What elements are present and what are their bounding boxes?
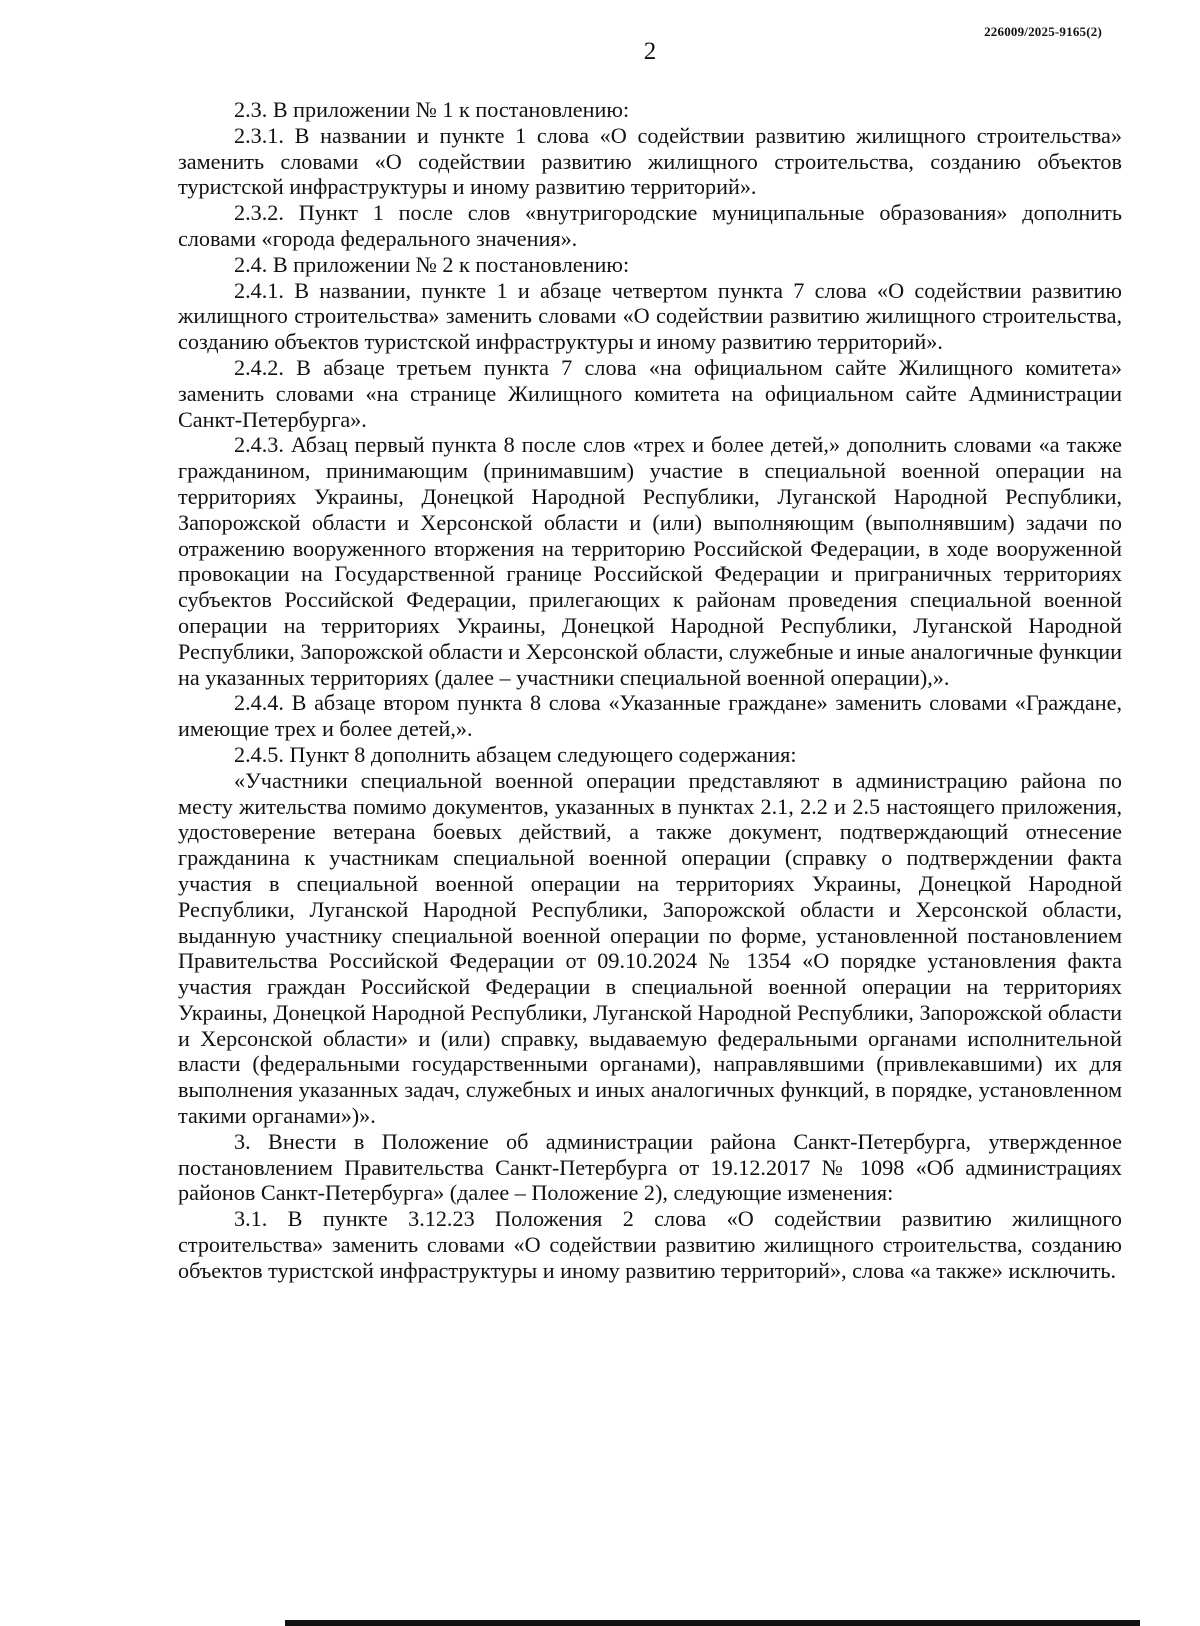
paragraph-2-3-2: 2.3.2. Пункт 1 после слов «внутригородские муниципальные образования» дополнить словами «города федерального значения». xyxy=(178,200,1122,251)
paragraph-quoted-insert: «Участники специальной военной операции представляют в администрацию района по месту жительства помимо документов, указанных в пунктах 2.1, 2.2 и 2.5 настоящего приложения, удостоверение ветерана боевых действий, а также документ, подтверждающий отнесение гражданина к участникам специальной военной операции (справку о подтверждении факта участия в специальной военной операции на территориях Украины, Донецкой Народной Республики, Луганской Народной Республики, Запорожской области и Херсонской области, выданную участнику специальной военной операции по форме, установленной постановлением Правительства Российской Федерации от 09.10.2024 № 1354 «О порядке установления факта участия граждан Российской Федерации в специальной военной операции на территориях Украины, Донецкой Народной Республики, Луганской Народной Республики, Запорожской области и Херсонской области» и (или) справку, выдаваемую федеральными органами исполнительной власти (федеральными государственными органами), направлявшими (привлекавшими) их для выполнения указанных задач, служебных и иных аналогичных функций, в порядке, установленном такими органами»)». xyxy=(178,767,1122,1129)
paragraph-2-4-3: 2.4.3. Абзац первый пункта 8 после слов «трех и более детей,» дополнить словами «а также гражданином, принимающим (принимавшим) участие в специальной военной операции на территориях Украины, Донецкой Народной Республики, Луганской Народной Республики, Запорожской области и Херсонской области и (или) выполняющим (выполнявшим) задачи по отражению вооруженного вторжения на территорию Российской Федерации, в ходе вооруженной провокации на Государственной границе Российской Федерации и приграничных территориях субъектов Российской Федерации, прилегающих к районам проведения специальной военной операции на территориях Украины, Донецкой Народной Республики, Луганской Народной Республики, Запорожской области и Херсонской области, служебные и иные аналогичные функции на указанных территориях (далее – участники специальной военной операции),». xyxy=(178,432,1122,690)
paragraph-2-4: 2.4. В приложении № 2 к постановлению: xyxy=(234,251,630,277)
paragraph-2-4-1: 2.4.1. В названии, пункте 1 и абзаце четвертом пункта 7 слова «О содействии развитию жилищного строительства» заменить словами «О содействии развитию жилищного строительства, созданию объектов туристской инфраструктуры и иному развитию территорий». xyxy=(178,277,1122,355)
paragraph-2-4-4: 2.4.4. В абзаце втором пункта 8 слова «Указанные граждане» заменить словами «Граждане, имеющие трех и более детей,». xyxy=(178,690,1122,742)
paragraph-3-1: 3.1. В пункте 3.12.23 Положения 2 слова «О содействии развитию жилищного строительства» заменить словами «О содействии развитию жилищного строительства, созданию объектов туристской инфраструктуры и иному развитию территорий», слова «а также» исключить. xyxy=(178,1206,1122,1283)
document-registration-number: 226009/2025-9165(2) xyxy=(984,24,1102,39)
paragraph-3: 3. Внести в Положение об администрации района Санкт-Петербурга, утвержденное постановлением Правительства Санкт-Петербурга от 19.12.2017 № 1098 «Об администрациях районов Санкт-Петербурга» (далее – Положение 2), следующие изменения: xyxy=(178,1128,1122,1206)
paragraph-2-3: 2.3. В приложении № 1 к постановлению: xyxy=(234,97,630,122)
page-number: 2 xyxy=(643,38,657,65)
document-body xyxy=(178,97,1122,1284)
bottom-scan-rule xyxy=(285,1620,1140,1626)
paragraph-2-4-2: 2.4.2. В абзаце третьем пункта 7 слова «на официальном сайте Жилищного комитета» заменить словами «на странице Жилищного комитета на официальном сайте Администрации Санкт-Петербурга». xyxy=(178,354,1122,432)
paragraph-2-3-1: 2.3.1. В названии и пункте 1 слова «О содействии развитию жилищного строительства» заменить словами «О содействии развитию жилищного строительства, созданию объектов туристской инфраструктуры и иному развитию территорий». xyxy=(178,122,1122,200)
paragraph-2-4-5: 2.4.5. Пункт 8 дополнить абзацем следующего содержания: xyxy=(234,741,797,767)
